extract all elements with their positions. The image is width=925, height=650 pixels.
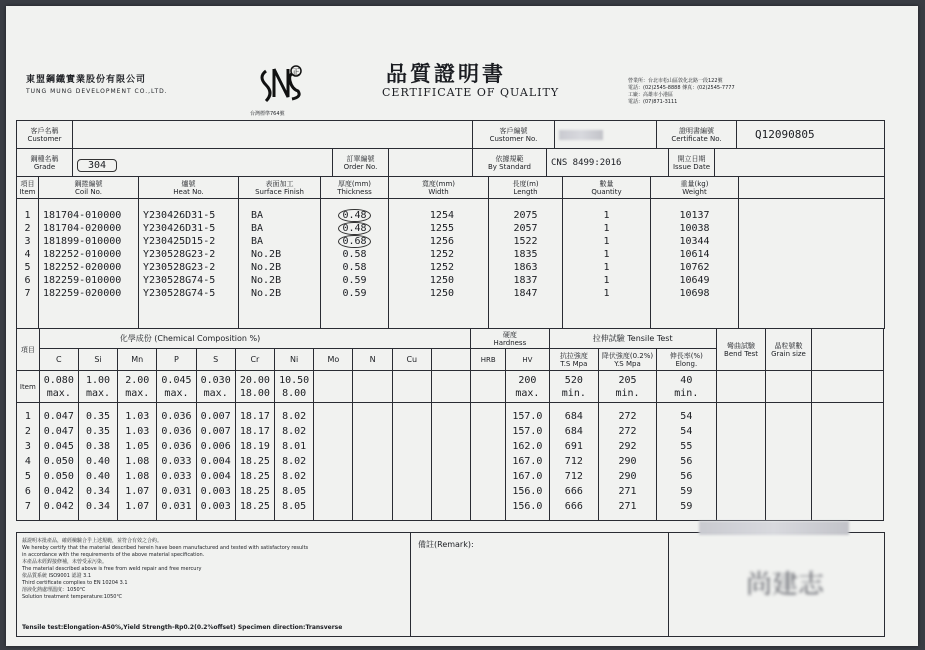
length-col: 2075 2057 1522 1835 1863 1837 1847 bbox=[489, 199, 563, 329]
chemical-table bbox=[16, 328, 884, 521]
p-col: 0.036 0.036 0.036 0.033 0.033 0.031 0.031 bbox=[157, 403, 196, 521]
certificate-no: Q12090805 bbox=[737, 121, 885, 149]
order-no-value bbox=[389, 149, 473, 177]
company-address bbox=[628, 78, 828, 106]
ys-col: 272 272 292 290 290 271 271 bbox=[599, 403, 657, 521]
chem-results-row bbox=[17, 403, 884, 521]
coil-header: 寬度(mm) Width bbox=[389, 177, 489, 199]
chem-item-label: 項目 bbox=[17, 329, 40, 371]
hardness-col-header: HRB bbox=[471, 349, 506, 371]
width-col: 1254 1255 1256 1252 1252 1250 1250 bbox=[389, 199, 489, 329]
title-cn: 品質證明書 bbox=[386, 61, 506, 86]
customer-no-value bbox=[555, 121, 657, 149]
coil-header-row bbox=[17, 177, 885, 199]
cns-logo-icon bbox=[252, 61, 308, 117]
elong-col: 54 54 55 56 56 59 59 bbox=[656, 403, 716, 521]
coil-no-col: 181704-010000 181704-020000 181899-010000 182252-010000 182252-020000 182259-010000 182259-020000 bbox=[39, 199, 139, 329]
heat-no-col: Y230426D31-5 Y230426D31-5 Y230425D15-2 Y230528G23-2 Y230528G23-2 Y230528G74-5 Y230528G74-5 bbox=[139, 199, 239, 329]
element-header: Ni bbox=[275, 349, 314, 371]
chem-title: 化學成份 (Chemical Composition %) bbox=[39, 329, 470, 349]
spec-label: Item bbox=[17, 371, 40, 403]
title-en: CERTIFICATE OF QUALITY bbox=[382, 86, 560, 99]
element-header: P bbox=[157, 349, 196, 371]
ts-col: 684 684 691 712 712 666 666 bbox=[549, 403, 599, 521]
ni-col: 8.02 8.02 8.01 8.02 8.02 8.05 8.05 bbox=[275, 403, 314, 521]
certificate-no-label: 證明書編號 Certificate No. bbox=[657, 121, 737, 149]
element-header: Si bbox=[78, 349, 117, 371]
finish-col: BA BA BA No.2B No.2B No.2B No.2B bbox=[239, 199, 321, 329]
coil-header: 項目 Item bbox=[17, 177, 39, 199]
element-header: S bbox=[196, 349, 235, 371]
thickness-col: 0.48 0.48 0.68 0.58 0.58 0.59 0.59 bbox=[321, 199, 389, 329]
company-name-en: TUNG MUNG DEVELOPMENT CO.,LTD. bbox=[26, 88, 168, 95]
address-line: 工廠：高雄市小港區 bbox=[628, 92, 674, 98]
coil-items-col: 1 2 3 4 5 6 7 bbox=[17, 199, 39, 329]
coil-header: 長度(m) Length bbox=[489, 177, 563, 199]
s-col: 0.007 0.007 0.006 0.004 0.004 0.003 0.003 bbox=[196, 403, 235, 521]
info-table bbox=[16, 120, 885, 149]
element-header: N bbox=[353, 349, 392, 371]
address-line: 營業所：台北市松山區敦化北路一段122號 bbox=[628, 78, 723, 84]
hardness-col-header: HV bbox=[506, 349, 549, 371]
element-header: Mn bbox=[118, 349, 157, 371]
element-header: Cu bbox=[392, 349, 431, 371]
grade-cell bbox=[73, 149, 333, 177]
company-name: 東盟鋼鐵實業股份有限公司 bbox=[26, 75, 147, 85]
coil-header: 厚度(mm) Thickness bbox=[321, 177, 389, 199]
customer-label: 客戶名稱 Customer bbox=[17, 121, 73, 149]
standard-label: 依據規範 By Standard bbox=[473, 149, 547, 177]
tensile-col-header: 降伏強度(0.2%) Y.S Mpa bbox=[599, 349, 657, 371]
coil-header: 鋼捲編號 Coil No. bbox=[39, 177, 139, 199]
element-header: C bbox=[39, 349, 78, 371]
standard-value: CNS 8499:2016 bbox=[547, 149, 669, 177]
logo-caption: 台灣標準764號 bbox=[250, 111, 285, 117]
coil-header: 爐號 Heat No. bbox=[139, 177, 239, 199]
tensile-col-header: 伸長率(%) Elong. bbox=[656, 349, 716, 371]
coil-table bbox=[16, 176, 885, 329]
issue-date-value bbox=[715, 149, 885, 177]
tensile-col-header: 抗拉強度 T.S Mpa bbox=[549, 349, 599, 371]
hv-col: 157.0 157.0 162.0 167.0 167.0 156.0 156.0 bbox=[506, 403, 549, 521]
tensile-note: Tensile test:Elongation-A50%,Yield Strength-Rp0.2(0.2%offset) Specimen direction:Transverse bbox=[22, 624, 343, 631]
coil-header: 重量(kg) Weight bbox=[651, 177, 739, 199]
coil-header: 數量 Quantity bbox=[563, 177, 651, 199]
grain-size-label: 晶粒號數 Grain size bbox=[766, 329, 811, 371]
c-col: 0.047 0.047 0.045 0.050 0.050 0.042 0.042 bbox=[39, 403, 78, 521]
remark-label: 備註(Remark): bbox=[418, 540, 474, 549]
coil-header: 表面加工 Surface Finish bbox=[239, 177, 321, 199]
mn-col: 1.03 1.03 1.05 1.08 1.08 1.07 1.07 bbox=[118, 403, 157, 521]
tensile-title: 拉伸試驗 Tensile Test bbox=[549, 329, 716, 349]
element-header: Cr bbox=[235, 349, 274, 371]
svg-text:正: 正 bbox=[292, 68, 300, 76]
chem-items-col: 1 2 3 4 5 6 7 bbox=[17, 403, 40, 521]
signature: 尚建志 bbox=[746, 570, 825, 600]
grade-table bbox=[16, 148, 885, 177]
customer-no-label: 客戶編號 Customer No. bbox=[473, 121, 555, 149]
quantity-col: 1 1 1 1 1 1 1 bbox=[563, 199, 651, 329]
hardness-label: 硬度 Hardness bbox=[471, 329, 549, 349]
certification-notes: 茲證明本批產品，確經檢驗合乎上述規範，並符合有效之合約。 We hereby certify that the material described herein have been manufactured and tested with satisfactory results in accordance with the requirements of the above material specification. 本產品未經銲接修補，未曾受汞污染。 The material described above is free from weld repair and free mercury 依品質系統 ISO9001 認證 3.1 Third certificate complies to EN 10204 3.1 溶液化熱處理溫度：1050℃ Solution treatment temperature:1050℃ bbox=[22, 538, 309, 600]
customer-value bbox=[73, 121, 473, 149]
address-line: 電話：(02)2545-8888 傳真：(02)2545-7777 bbox=[628, 85, 735, 91]
spec-row: Item 0.080 max. 1.00 max. 2.00 max. 0.045 max. 0.030 max. 20.00 18.00 10.50 8.00 200 max. 520 min. 205 min. 40 min. bbox=[17, 371, 884, 403]
element-header: Mo bbox=[314, 349, 353, 371]
si-col: 0.35 0.35 0.38 0.40 0.40 0.34 0.34 bbox=[78, 403, 117, 521]
bend-test-label: 彎曲試驗 Bend Test bbox=[716, 329, 766, 371]
certificate-sheet bbox=[6, 6, 918, 646]
grade-value: 304 bbox=[77, 159, 117, 172]
weight-col: 10137 10038 10344 10614 10762 10649 10698 bbox=[651, 199, 739, 329]
order-no-label: 訂單編號 Order No. bbox=[333, 149, 389, 177]
issue-date-label: 開立日期 Issue Date bbox=[669, 149, 715, 177]
cr-col: 18.17 18.17 18.19 18.25 18.25 18.25 18.25 bbox=[235, 403, 274, 521]
address-line: 電話：(07)871-3111 bbox=[628, 99, 678, 105]
grade-label: 鋼種名稱 Grade bbox=[17, 149, 73, 177]
